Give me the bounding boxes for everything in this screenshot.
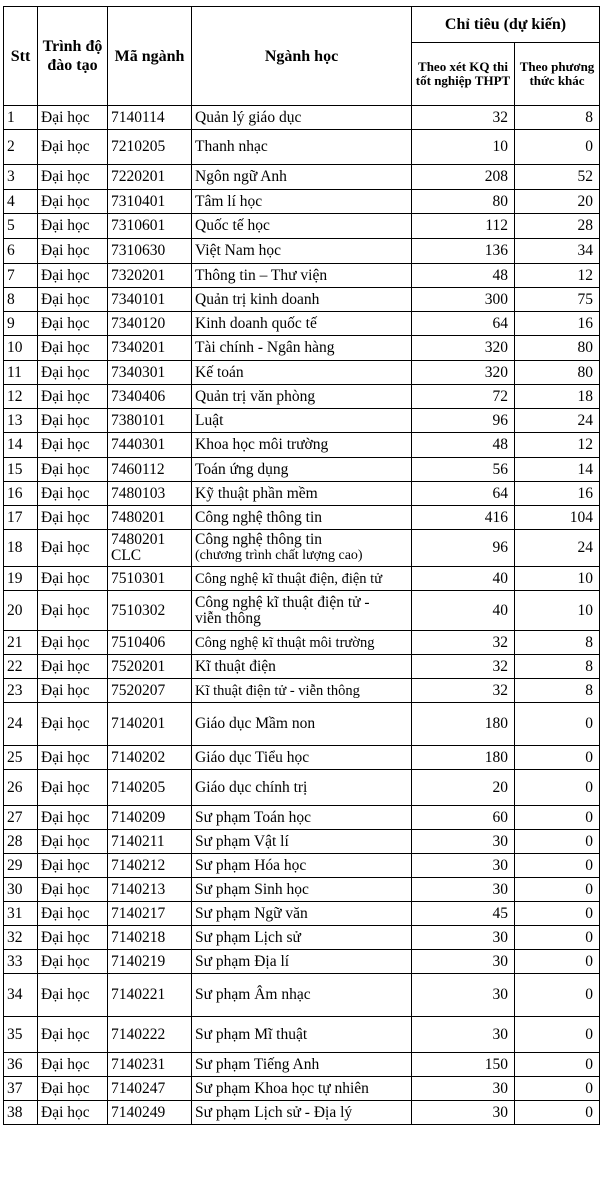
cell-major: Sư phạm Lịch sử - Địa lý [192,1101,412,1125]
cell-code: 7140205 [108,770,192,806]
cell-stt: 11 [4,361,38,385]
cell-level: Đại học [38,679,108,703]
cell-stt: 2 [4,130,38,165]
cell-quota-other: 0 [515,926,600,950]
cell-code: 7340406 [108,385,192,409]
cell-major [192,530,412,567]
cell-major: Sư phạm Âm nhạc [192,974,412,1017]
cell-quota-other: 8 [515,106,600,130]
cell-code: 7520207 [108,679,192,703]
cell-quota-thpt: 72 [412,385,515,409]
table-row [4,433,600,458]
cell-level: Đại học [38,703,108,746]
cell-stt: 26 [4,770,38,806]
cell-quota-other: 34 [515,239,600,264]
cell-code: 7340301 [108,361,192,385]
cell-code: 7310630 [108,239,192,264]
cell-stt: 6 [4,239,38,264]
table-row [4,288,600,312]
cell-stt: 7 [4,264,38,288]
cell-stt: 35 [4,1017,38,1053]
cell-level: Đại học [38,361,108,385]
cell-major: Thông tin – Thư viện [192,264,412,288]
cell-level: Đại học [38,854,108,878]
cell-quota-thpt: 80 [412,190,515,214]
cell-level: Đại học [38,591,108,631]
cell-major: Giáo dục Mầm non [192,703,412,746]
table-row [4,385,600,409]
cell-quota-other: 24 [515,409,600,433]
cell-quota-other: 0 [515,746,600,770]
cell-level: Đại học [38,165,108,190]
cell-major-line-2: viễn thông [195,609,261,627]
cell-major: Kĩ thuật điện [192,655,412,679]
cell-level: Đại học [38,506,108,530]
table-row [4,506,600,530]
cell-level: Đại học [38,190,108,214]
cell-major: Sư phạm Khoa học tự nhiên [192,1077,412,1101]
cell-major: Sư phạm Mĩ thuật [192,1017,412,1053]
cell-code: 7140247 [108,1077,192,1101]
cell-quota-thpt: 32 [412,655,515,679]
cell-quota-other: 104 [515,506,600,530]
cell-quota-other: 0 [515,770,600,806]
cell-major: Kinh doanh quốc tế [192,312,412,336]
cell-quota-other: 0 [515,1053,600,1077]
cell-major: Sư phạm Toán học [192,806,412,830]
cell-level: Đại học [38,830,108,854]
cell-code: 7520201 [108,655,192,679]
cell-level: Đại học [38,1077,108,1101]
cell-major: Công nghệ kĩ thuật điện, điện tử [192,567,412,591]
cell-stt: 24 [4,703,38,746]
cell-level: Đại học [38,458,108,482]
table-row [4,950,600,974]
table-row [4,409,600,433]
cell-stt: 17 [4,506,38,530]
cell-level: Đại học [38,655,108,679]
cell-major: Kế toán [192,361,412,385]
cell-level: Đại học [38,409,108,433]
cell-code: 7140221 [108,974,192,1017]
table-row [4,830,600,854]
cell-code: 7140218 [108,926,192,950]
table-row [4,312,600,336]
cell-quota-thpt: 20 [412,770,515,806]
cell-major: Tài chính - Ngân hàng [192,336,412,361]
cell-code: 7310601 [108,214,192,239]
cell-major: Quốc tế học [192,214,412,239]
cell-quota-thpt: 300 [412,288,515,312]
cell-major: Giáo dục chính trị [192,770,412,806]
cell-quota-thpt: 56 [412,458,515,482]
cell-level: Đại học [38,770,108,806]
table-row [4,1053,600,1077]
cell-stt: 27 [4,806,38,830]
table-row [4,770,600,806]
table-row [4,655,600,679]
cell-stt: 31 [4,902,38,926]
table-row [4,190,600,214]
cell-major: Kĩ thuật điện tử - viễn thông [192,679,412,703]
cell-quota-thpt: 10 [412,130,515,165]
cell-level: Đại học [38,926,108,950]
cell-stt: 21 [4,631,38,655]
cell-major-line-2: (chương trình chất lượng cao) [195,548,363,563]
cell-major: Kỹ thuật phần mềm [192,482,412,506]
cell-level: Đại học [38,974,108,1017]
cell-major: Quản trị kinh doanh [192,288,412,312]
cell-quota-thpt: 30 [412,878,515,902]
cell-level: Đại học [38,336,108,361]
table-row [4,106,600,130]
cell-stt: 37 [4,1077,38,1101]
cell-code: 7140231 [108,1053,192,1077]
cell-quota-thpt: 30 [412,926,515,950]
cell-stt: 10 [4,336,38,361]
cell-stt: 33 [4,950,38,974]
cell-quota-other: 0 [515,130,600,165]
cell-quota-thpt: 30 [412,830,515,854]
cell-quota-thpt: 136 [412,239,515,264]
cell-major: Công nghệ thông tin [192,506,412,530]
table-row [4,1077,600,1101]
cell-code: 7140249 [108,1101,192,1125]
cell-level: Đại học [38,214,108,239]
cell-quota-thpt: 180 [412,703,515,746]
cell-stt: 28 [4,830,38,854]
cell-quota-thpt: 416 [412,506,515,530]
table-row [4,165,600,190]
cell-level: Đại học [38,385,108,409]
cell-quota-other: 8 [515,679,600,703]
cell-code: 7140219 [108,950,192,974]
table-row [4,854,600,878]
table-row [4,130,600,165]
cell-quota-thpt: 32 [412,106,515,130]
cell-quota-other: 0 [515,1077,600,1101]
cell-major: Giáo dục Tiểu học [192,746,412,770]
header-quota-other: Theo phương thức khác [515,43,600,106]
table-row [4,336,600,361]
cell-quota-other: 14 [515,458,600,482]
cell-level: Đại học [38,631,108,655]
cell-quota-thpt: 30 [412,854,515,878]
cell-major: Khoa học môi trường [192,433,412,458]
cell-level: Đại học [38,530,108,567]
cell-code: 7140217 [108,902,192,926]
cell-code: 7510301 [108,567,192,591]
cell-quota-other: 0 [515,854,600,878]
cell-level: Đại học [38,1053,108,1077]
cell-quota-thpt: 60 [412,806,515,830]
cell-quota-other: 0 [515,806,600,830]
cell-major: Sư phạm Sinh học [192,878,412,902]
cell-major: Ngôn ngữ Anh [192,165,412,190]
cell-quota-other: 0 [515,830,600,854]
cell-quota-thpt: 320 [412,361,515,385]
table-row [4,878,600,902]
cell-stt: 12 [4,385,38,409]
cell-quota-thpt: 40 [412,591,515,631]
cell-quota-other: 0 [515,902,600,926]
cell-quota-thpt: 320 [412,336,515,361]
cell-stt: 20 [4,591,38,631]
cell-level: Đại học [38,878,108,902]
cell-quota-other: 0 [515,878,600,902]
cell-quota-thpt: 48 [412,264,515,288]
cell-code: 7460112 [108,458,192,482]
cell-level: Đại học [38,1017,108,1053]
cell-major: Luật [192,409,412,433]
table-body [4,106,600,1125]
cell-level: Đại học [38,288,108,312]
table-row [4,361,600,385]
cell-level: Đại học [38,482,108,506]
cell-level: Đại học [38,1101,108,1125]
cell-quota-other: 75 [515,288,600,312]
cell-stt: 18 [4,530,38,567]
cell-quota-thpt: 30 [412,950,515,974]
cell-major: Quản lý giáo dục [192,106,412,130]
cell-quota-other: 20 [515,190,600,214]
cell-level: Đại học [38,746,108,770]
cell-level: Đại học [38,312,108,336]
cell-quota-thpt: 45 [412,902,515,926]
cell-quota-other: 16 [515,312,600,336]
cell-code: 7340120 [108,312,192,336]
header-major-code: Mã ngành [108,7,192,106]
table-row [4,214,600,239]
cell-quota-other: 80 [515,361,600,385]
cell-major: Quản trị văn phòng [192,385,412,409]
cell-quota-thpt: 64 [412,482,515,506]
cell-stt: 34 [4,974,38,1017]
cell-stt: 14 [4,433,38,458]
cell-code: 7320201 [108,264,192,288]
cell-code-line: 7480201 [111,531,166,548]
header-training-level: Trình độ đào tạo [38,7,108,106]
table-row [4,567,600,591]
cell-stt: 36 [4,1053,38,1077]
cell-quota-other: 0 [515,974,600,1017]
cell-quota-thpt: 30 [412,974,515,1017]
cell-quota-thpt: 150 [412,1053,515,1077]
cell-quota-thpt: 30 [412,1017,515,1053]
cell-major: Sư phạm Lịch sử [192,926,412,950]
table-row [4,482,600,506]
header-quota: Chỉ tiêu (dự kiến) [412,7,600,43]
header-major: Ngành học [192,7,412,106]
cell-code: 7480201 [108,506,192,530]
cell-stt: 3 [4,165,38,190]
cell-major: Sư phạm Ngữ văn [192,902,412,926]
table-row [4,926,600,950]
cell-code [108,530,192,567]
table-row [4,631,600,655]
cell-code: 7510302 [108,591,192,631]
cell-stt: 16 [4,482,38,506]
table-row [4,806,600,830]
cell-quota-other: 0 [515,950,600,974]
cell-stt: 30 [4,878,38,902]
cell-major: Sư phạm Tiếng Anh [192,1053,412,1077]
table-row [4,458,600,482]
cell-quota-other: 18 [515,385,600,409]
cell-major: Sư phạm Hóa học [192,854,412,878]
table-row [4,746,600,770]
cell-code: 7140213 [108,878,192,902]
table-row [4,530,600,567]
cell-quota-other: 12 [515,264,600,288]
cell-quota-other: 0 [515,1017,600,1053]
cell-code: 7140201 [108,703,192,746]
table-row [4,1101,600,1125]
cell-code-suffix: CLC [111,547,142,564]
cell-major: Toán ứng dụng [192,458,412,482]
cell-quota-other: 0 [515,1101,600,1125]
table-row [4,239,600,264]
table-header [4,7,600,106]
cell-level: Đại học [38,433,108,458]
cell-stt: 15 [4,458,38,482]
cell-quota-thpt: 180 [412,746,515,770]
table-row [4,974,600,1017]
header-quota-thpt: Theo xét KQ thi tốt nghiệp THPT [412,43,515,106]
cell-quota-other: 10 [515,591,600,631]
cell-stt: 9 [4,312,38,336]
cell-quota-thpt: 32 [412,679,515,703]
cell-quota-other: 8 [515,631,600,655]
cell-code: 7140222 [108,1017,192,1053]
cell-level: Đại học [38,106,108,130]
cell-quota-other: 0 [515,703,600,746]
cell-stt: 19 [4,567,38,591]
cell-major-line: Công nghệ thông tin [195,531,323,548]
table-row [4,591,600,631]
cell-stt: 29 [4,854,38,878]
cell-stt: 4 [4,190,38,214]
cell-quota-other: 52 [515,165,600,190]
admission-quota-table [3,6,600,1125]
cell-stt: 1 [4,106,38,130]
cell-stt: 38 [4,1101,38,1125]
cell-stt: 8 [4,288,38,312]
table-row [4,264,600,288]
cell-quota-other: 12 [515,433,600,458]
table-row [4,902,600,926]
cell-level: Đại học [38,130,108,165]
cell-major: Thanh nhạc [192,130,412,165]
cell-quota-thpt: 208 [412,165,515,190]
cell-code: 7220201 [108,165,192,190]
cell-level: Đại học [38,264,108,288]
cell-major: Sư phạm Địa lí [192,950,412,974]
cell-level: Đại học [38,239,108,264]
cell-code: 7510406 [108,631,192,655]
cell-stt: 13 [4,409,38,433]
cell-code: 7380101 [108,409,192,433]
cell-code: 7140209 [108,806,192,830]
cell-stt: 25 [4,746,38,770]
cell-quota-thpt: 30 [412,1077,515,1101]
cell-level: Đại học [38,806,108,830]
cell-code: 7480103 [108,482,192,506]
cell-quota-thpt: 64 [412,312,515,336]
table-row [4,679,600,703]
cell-quota-other: 80 [515,336,600,361]
cell-code: 7340101 [108,288,192,312]
cell-stt: 5 [4,214,38,239]
cell-major: Việt Nam học [192,239,412,264]
cell-code: 7440301 [108,433,192,458]
header-stt: Stt [4,7,38,106]
cell-quota-thpt: 112 [412,214,515,239]
cell-code: 7210205 [108,130,192,165]
cell-quota-thpt: 48 [412,433,515,458]
cell-quota-thpt: 30 [412,1101,515,1125]
cell-quota-other: 10 [515,567,600,591]
cell-quota-other: 28 [515,214,600,239]
cell-stt: 22 [4,655,38,679]
cell-quota-thpt: 96 [412,530,515,567]
cell-stt: 23 [4,679,38,703]
cell-code: 7140212 [108,854,192,878]
cell-code: 7140114 [108,106,192,130]
cell-level: Đại học [38,950,108,974]
cell-quota-thpt: 40 [412,567,515,591]
cell-quota-other: 24 [515,530,600,567]
cell-quota-other: 16 [515,482,600,506]
cell-major-line: Công nghệ kĩ thuật điện tử - [195,593,370,611]
table-row [4,1017,600,1053]
cell-level: Đại học [38,567,108,591]
cell-code: 7340201 [108,336,192,361]
cell-major [192,591,412,631]
cell-major: Tâm lí học [192,190,412,214]
cell-major: Công nghệ kĩ thuật môi trường [192,631,412,655]
cell-code: 7140211 [108,830,192,854]
cell-stt: 32 [4,926,38,950]
cell-code: 7140202 [108,746,192,770]
cell-code: 7310401 [108,190,192,214]
cell-quota-thpt: 32 [412,631,515,655]
cell-quota-other: 8 [515,655,600,679]
cell-major: Sư phạm Vật lí [192,830,412,854]
cell-quota-thpt: 96 [412,409,515,433]
table-row [4,703,600,746]
cell-level: Đại học [38,902,108,926]
